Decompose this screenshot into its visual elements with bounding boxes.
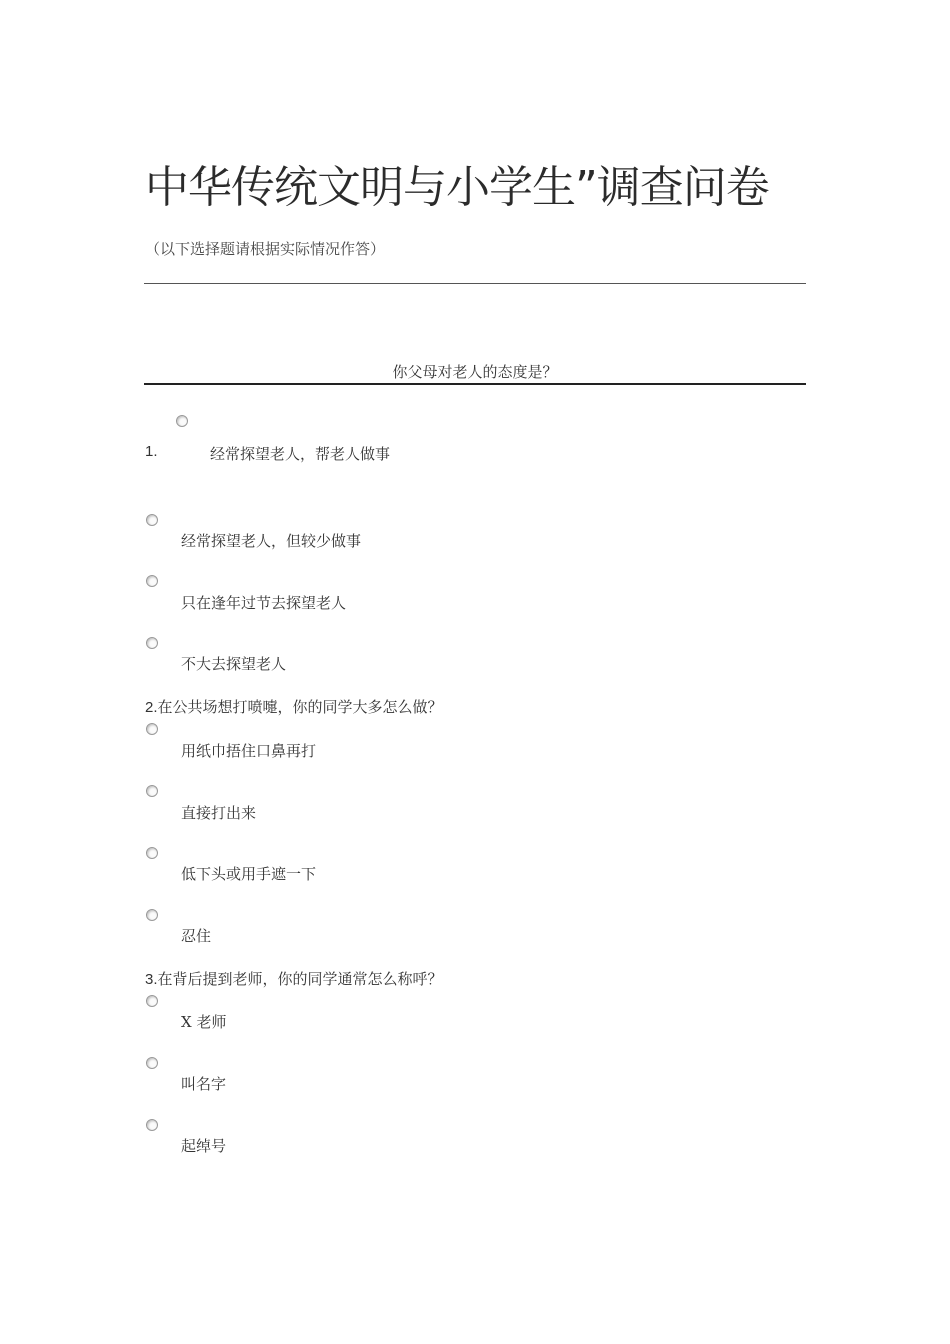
- q3-option-2-label: 叫名字: [181, 1075, 227, 1093]
- q3-option-1-label: X 老师: [181, 1013, 227, 1031]
- question-1-number: 1.: [145, 443, 158, 460]
- q1-option-1-radio[interactable]: [176, 415, 188, 427]
- q3-option-2-radio[interactable]: [146, 1057, 158, 1069]
- question-3-number: 3.: [145, 971, 158, 988]
- q1-option-2-radio[interactable]: [146, 514, 158, 526]
- q1-option-4-radio[interactable]: [146, 637, 158, 649]
- q1-option-2-label: 经常探望老人，但较少做事: [181, 532, 362, 550]
- question-2-number: 2.: [145, 699, 158, 716]
- question-3-text: 在背后提到老师，你的同学通常怎么称呼？: [157, 970, 443, 988]
- question-divider: [144, 383, 806, 385]
- q3-option-3-label: 起绰号: [181, 1137, 227, 1155]
- q2-option-1-label: 用纸巾捂住口鼻再打: [181, 742, 317, 760]
- q3-option-1-radio[interactable]: [146, 995, 158, 1007]
- q2-option-2-label: 直接打出来: [181, 804, 257, 822]
- question-1-text: 你父母对老人的态度是？: [392, 363, 558, 381]
- q1-option-3-radio[interactable]: [146, 575, 158, 587]
- question-2-text: 在公共场想打喷嚏，你的同学大多怎么做？: [157, 698, 443, 716]
- q1-option-4-label: 不大去探望老人: [181, 655, 287, 673]
- q3-option-3-radio[interactable]: [146, 1119, 158, 1131]
- question-3-title: [145, 968, 443, 989]
- header-divider: [144, 283, 806, 284]
- question-2-title: [145, 696, 443, 717]
- q2-option-4-radio[interactable]: [146, 909, 158, 921]
- q2-option-4-label: 忍住: [181, 927, 212, 945]
- q1-option-1-label: 经常探望老人，帮老人做事: [210, 445, 391, 463]
- page-subtitle: （以下选择题请根据实际情况作答）: [145, 240, 386, 258]
- q1-option-3-label: 只在逢年过节去探望老人: [181, 594, 347, 612]
- q2-option-3-radio[interactable]: [146, 847, 158, 859]
- page-title: 中华传统文明与小学生”调查问卷: [145, 162, 769, 213]
- q2-option-1-radio[interactable]: [146, 723, 158, 735]
- q2-option-2-radio[interactable]: [146, 785, 158, 797]
- q2-option-3-label: 低下头或用手遮一下: [181, 865, 317, 883]
